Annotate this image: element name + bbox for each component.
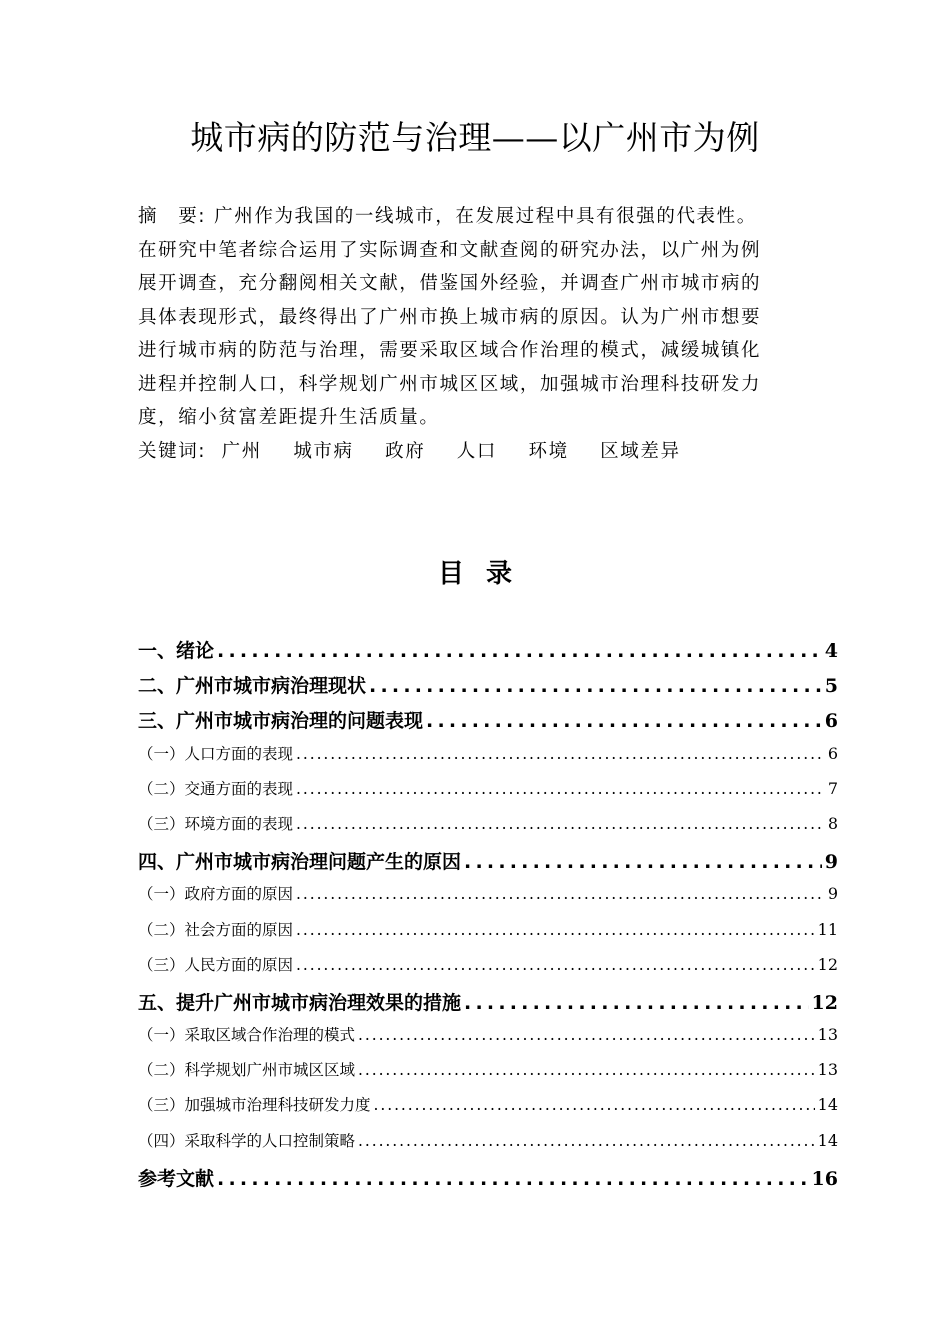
toc-entry-title: （二）科学规划广州市城区区域 xyxy=(138,1061,356,1080)
abstract-line: 进行城市病的防范与治理，需要采取区域合作治理的模式，减缓城镇化 xyxy=(138,340,762,361)
toc-entry-title: （二）社会方面的原因 xyxy=(138,920,294,939)
toc-entry-section[interactable] xyxy=(138,882,838,917)
toc-page-number: 12 xyxy=(811,991,838,1014)
abstract-line: 具体表现形式，最终得出了广州市换上城市病的原因。认为广州市想要 xyxy=(138,306,762,328)
toc-leader-dots xyxy=(217,640,822,662)
toc-entry-title: 五、提升广州市城市病治理效果的措施 xyxy=(138,991,462,1014)
toc-page-number: 9 xyxy=(824,851,838,874)
toc-entry-title: 四、广州市城市病治理问题产生的原因 xyxy=(138,851,462,874)
toc-entry-title: 一、绪论 xyxy=(138,640,215,662)
toc-entry-chapter[interactable] xyxy=(138,706,838,741)
abstract-line xyxy=(138,200,838,234)
toc-page-number: 6 xyxy=(824,710,838,733)
keyword: 环境 xyxy=(528,440,569,462)
toc-page-number: 16 xyxy=(811,1167,838,1190)
toc-page-number: 7 xyxy=(827,778,838,798)
keyword: 区域差异 xyxy=(600,440,681,462)
toc-entry-chapter[interactable] xyxy=(138,1164,838,1199)
toc-entry-title: 二、广州市城市病治理现状 xyxy=(138,675,367,698)
toc-entry-title: （一）政府方面的原因 xyxy=(138,885,294,904)
toc-page-number: 14 xyxy=(817,1095,838,1115)
toc-page-number: 6 xyxy=(827,743,838,763)
toc-leader-dots xyxy=(296,885,825,903)
toc-heading-char: 录 xyxy=(486,559,513,589)
abstract-line: 在研究中笔者综合运用了实际调查和文献查阅的研究办法，以广州为例 xyxy=(138,239,762,261)
toc-entry-section[interactable] xyxy=(138,1023,838,1058)
toc-entry-title: （三）人民方面的原因 xyxy=(138,955,294,974)
toc-heading-char: 目 xyxy=(437,559,464,589)
toc-leader-dots xyxy=(296,921,815,939)
toc-entry-section[interactable] xyxy=(138,953,838,988)
abstract-line: 进程并控制人口，科学规划广州市城区区域，加强城市治理科技研发力 xyxy=(138,373,762,395)
toc-entry-section[interactable] xyxy=(138,742,838,777)
toc-leader-dots xyxy=(426,710,822,732)
toc-entry-section[interactable] xyxy=(138,812,838,847)
toc-leader-dots xyxy=(217,1168,809,1190)
abstract-line: 度，缩小贫富差距提升生活质量。 xyxy=(138,407,440,428)
toc-leader-dots xyxy=(296,745,825,763)
toc-entry-title: （一）采取区域合作治理的模式 xyxy=(138,1026,356,1045)
toc-entry-chapter[interactable] xyxy=(138,671,838,706)
toc-leader-dots xyxy=(464,992,809,1014)
keyword: 人口 xyxy=(456,440,497,462)
toc-entry-title: （三）环境方面的表现 xyxy=(138,814,294,833)
document-title: 城市病的防范与治理——以广州市为例 xyxy=(190,118,760,157)
toc-page-number: 8 xyxy=(827,813,838,833)
toc-page-number: 11 xyxy=(817,919,838,939)
toc-entry-title: （三）加强城市治理科技研发力度 xyxy=(138,1096,371,1115)
toc-page-number: 12 xyxy=(817,954,838,974)
toc-page-number: 13 xyxy=(817,1060,838,1080)
toc-leader-dots xyxy=(296,956,815,974)
toc-leader-dots xyxy=(358,1061,815,1079)
toc-leader-dots xyxy=(374,1096,815,1114)
toc-entry-title: （二）交通方面的表现 xyxy=(138,779,294,798)
toc-leader-dots xyxy=(296,780,825,798)
toc-entry-section[interactable] xyxy=(138,1129,838,1164)
keyword: 政府 xyxy=(385,440,426,462)
toc-leader-dots xyxy=(358,1026,815,1044)
toc-page-number: 13 xyxy=(817,1025,838,1045)
keywords-label: 关键词: xyxy=(138,440,207,462)
abstract-label: 摘 要: xyxy=(138,206,207,227)
toc-leader-dots xyxy=(358,1132,815,1150)
toc-entry-section[interactable] xyxy=(138,1093,838,1128)
abstract-line: 展开调查，充分翻阅相关文献，借鉴国外经验，并调查广州市城市病的 xyxy=(138,273,762,294)
toc-entry-chapter[interactable] xyxy=(138,847,838,882)
toc-entry-section[interactable] xyxy=(138,1058,838,1093)
abstract-text: 广州作为我国的一线城市，在发展过程中具有很强的代表性。 xyxy=(214,206,757,227)
toc-heading xyxy=(0,553,950,590)
keyword: 广州 xyxy=(221,440,262,462)
toc-entry-title: （一）人口方面的表现 xyxy=(138,744,294,763)
toc-leader-dots xyxy=(369,675,822,697)
toc-entry-chapter[interactable] xyxy=(138,988,838,1023)
toc-page-number: 9 xyxy=(827,884,838,904)
abstract-section xyxy=(138,200,838,468)
keywords-row xyxy=(138,435,838,469)
toc-page-number: 4 xyxy=(824,640,838,662)
toc-leader-dots xyxy=(296,815,825,833)
toc-entry-title: 三、广州市城市病治理的问题表现 xyxy=(138,710,424,733)
table-of-contents xyxy=(138,636,838,1199)
toc-entry-section[interactable] xyxy=(138,918,838,953)
toc-entry-chapter[interactable] xyxy=(138,636,838,671)
keyword: 城市病 xyxy=(293,440,354,462)
toc-entry-section[interactable] xyxy=(138,777,838,812)
toc-entry-title: （四）采取科学的人口控制策略 xyxy=(138,1131,356,1150)
toc-leader-dots xyxy=(464,851,822,873)
toc-page-number: 5 xyxy=(824,675,838,698)
toc-entry-title: 参考文献 xyxy=(138,1167,215,1190)
toc-page-number: 14 xyxy=(817,1130,838,1150)
